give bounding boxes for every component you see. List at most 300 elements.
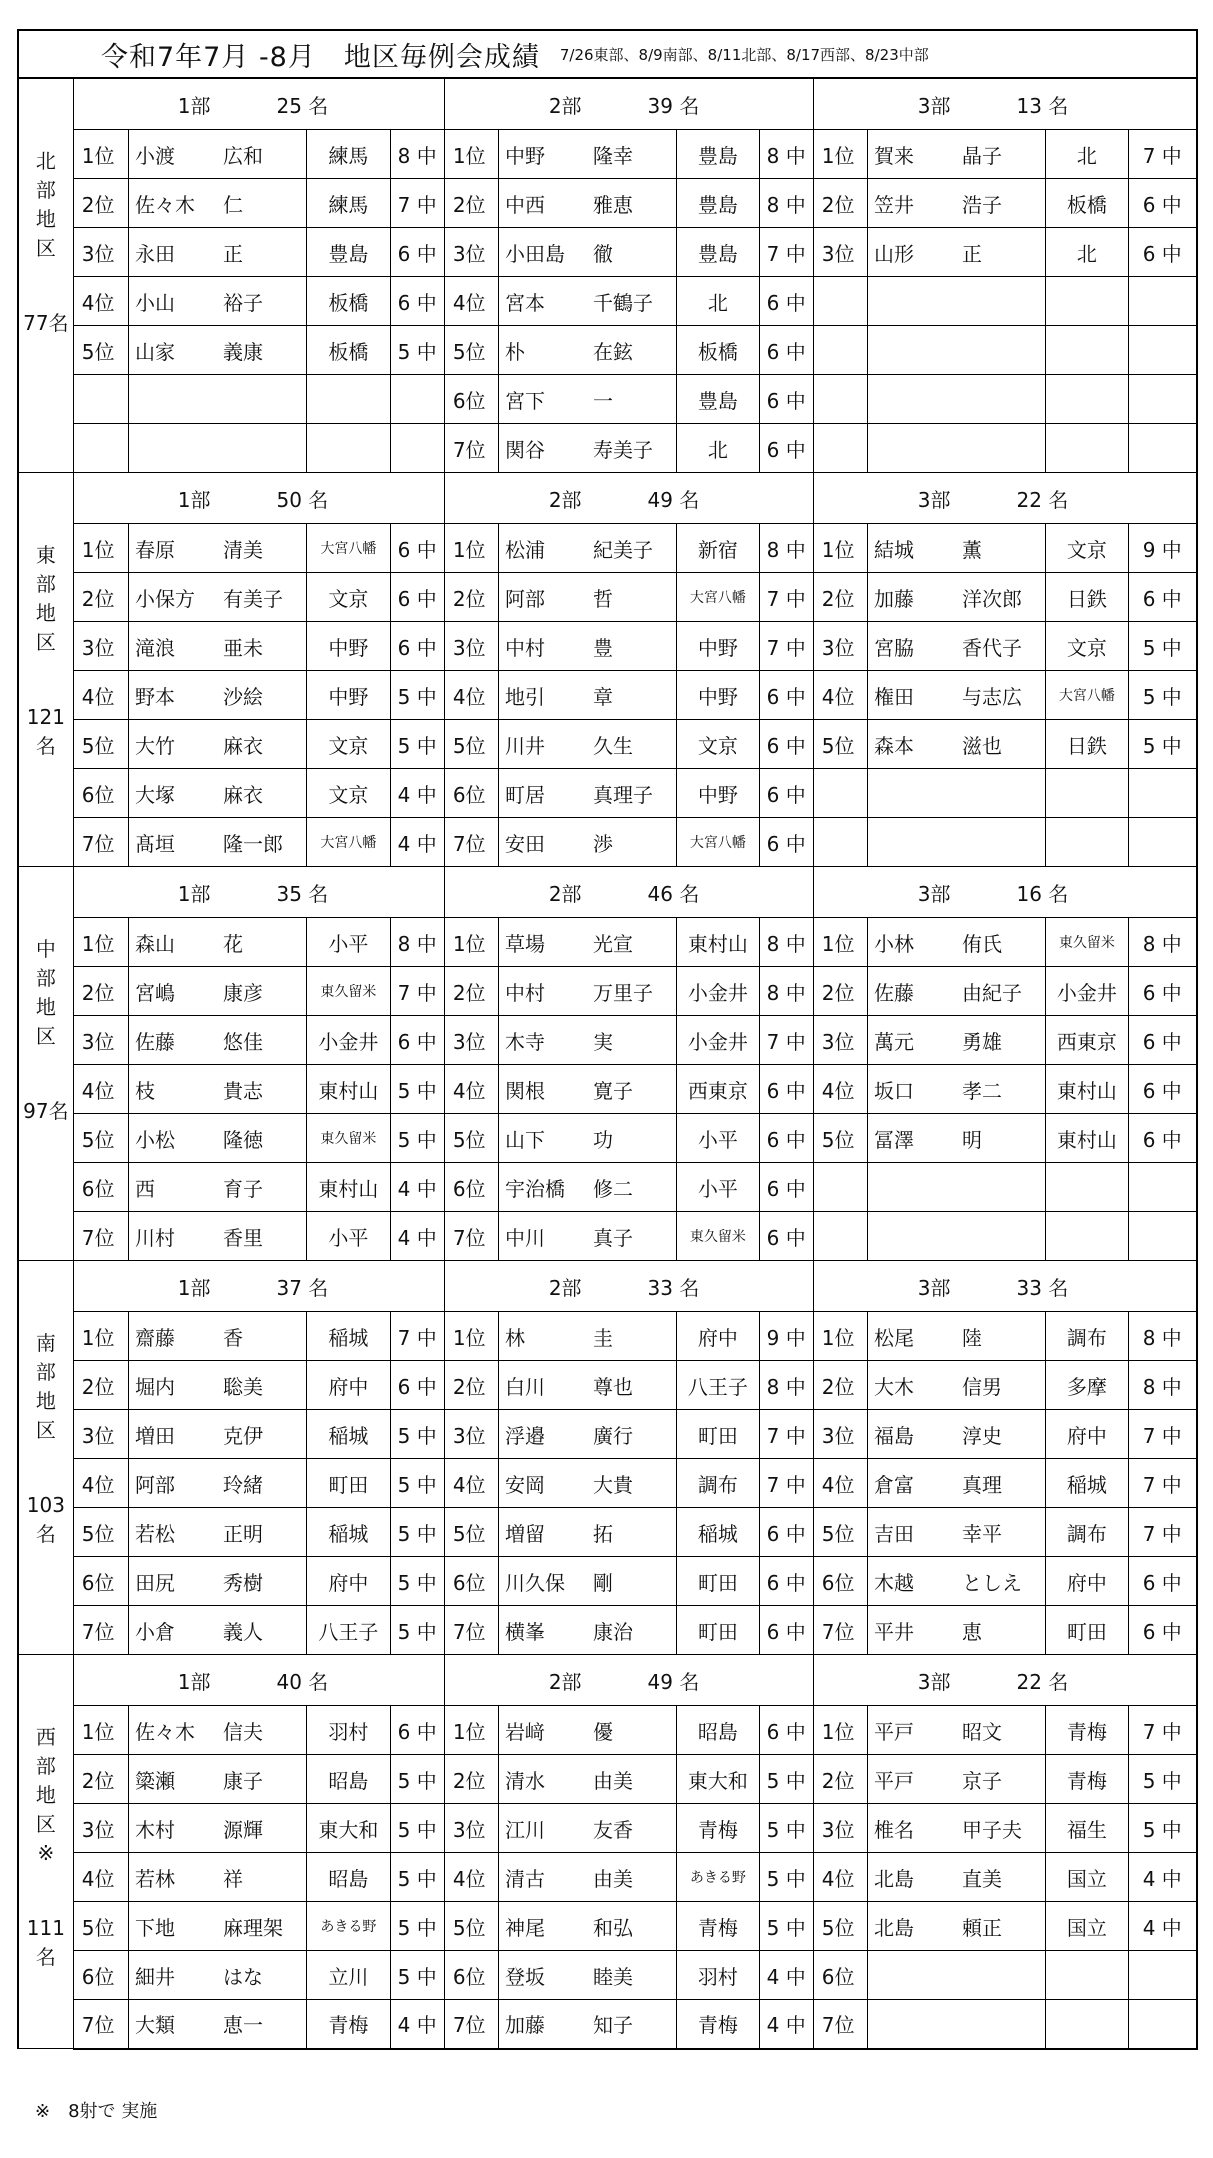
- hits-cell: [1128, 1163, 1197, 1212]
- club-cell: 小平: [307, 918, 390, 967]
- hits-cell: 6 中: [1128, 1557, 1197, 1606]
- rank-cell: 6位: [813, 1557, 867, 1606]
- surname: 佐々木: [134, 192, 195, 217]
- club-cell: あきる野: [307, 1902, 390, 1951]
- given-name: 由美: [593, 1866, 633, 1891]
- club-cell: [1046, 1212, 1128, 1261]
- club-cell: 調布: [677, 1459, 759, 1508]
- club-cell: 小金井: [677, 1016, 759, 1065]
- rank-cell: 5位: [73, 1902, 128, 1951]
- hits-cell: 6 中: [759, 1065, 813, 1114]
- result-row: [18, 622, 1197, 671]
- club-cell: 青梅: [677, 1902, 759, 1951]
- name-cell: [867, 1557, 1045, 1606]
- given-name: 麻衣: [222, 733, 263, 758]
- result-row: [18, 1557, 1197, 1606]
- club-cell: 大宮八幡: [677, 573, 759, 622]
- rank-cell: 4位: [73, 277, 128, 326]
- division-header: [813, 1261, 1197, 1312]
- rank-cell: 3位: [813, 1804, 867, 1853]
- rank-cell: 6位: [73, 1163, 128, 1212]
- result-row: [18, 1853, 1197, 1902]
- hits-cell: 5 中: [390, 1065, 444, 1114]
- club-cell: 北: [677, 277, 759, 326]
- club-cell: 東久留米: [1046, 918, 1128, 967]
- surname: 中野: [505, 143, 545, 168]
- name-cell: [499, 179, 677, 228]
- name-cell: [128, 524, 306, 573]
- division-header: [813, 1655, 1197, 1706]
- given-name: 正明: [222, 1521, 263, 1546]
- club-cell: 昭島: [677, 1706, 759, 1755]
- name-cell: [867, 1163, 1045, 1212]
- hits-cell: 6 中: [390, 1361, 444, 1410]
- hits-cell: 6 中: [759, 1706, 813, 1755]
- name-cell: [499, 1804, 677, 1853]
- club-cell: 町田: [677, 1557, 759, 1606]
- surname: 横峯: [505, 1619, 545, 1644]
- rank-cell: 4位: [73, 1459, 128, 1508]
- surname: 結城: [873, 537, 914, 562]
- rank-cell: 3位: [444, 1410, 498, 1459]
- division-header: [444, 1655, 813, 1706]
- club-cell: 小金井: [1046, 967, 1128, 1016]
- division-header: [73, 79, 444, 130]
- given-name: 隆一郎: [222, 831, 283, 856]
- rank-cell: 6位: [444, 375, 498, 424]
- surname: 平戸: [873, 1768, 914, 1793]
- name-cell: [128, 179, 306, 228]
- club-cell: 府中: [677, 1312, 759, 1361]
- club-cell: 新宿: [677, 524, 759, 573]
- surname: 神尾: [505, 1915, 545, 1940]
- result-row: [18, 1755, 1197, 1804]
- name-cell: [128, 1902, 306, 1951]
- surname: 大類: [134, 2013, 175, 2038]
- given-name: 隆幸: [593, 143, 633, 168]
- hits-cell: 7 中: [390, 179, 444, 228]
- given-name: 淳史: [961, 1423, 1002, 1448]
- hits-cell: 6 中: [390, 1706, 444, 1755]
- division-header: [444, 79, 813, 130]
- given-name: 仁: [222, 192, 243, 217]
- club-cell: 板橋: [307, 326, 390, 375]
- result-row: [18, 1163, 1197, 1212]
- hits-cell: 6 中: [759, 1212, 813, 1261]
- given-name: 真子: [593, 1225, 633, 1250]
- rank-cell: 5位: [444, 720, 498, 769]
- surname: 安岡: [505, 1472, 545, 1497]
- name-cell: [867, 228, 1045, 277]
- name-cell: [867, 1312, 1045, 1361]
- surname: 佐藤: [134, 1029, 175, 1054]
- given-name: 友香: [593, 1817, 633, 1842]
- given-name: 豊: [593, 635, 613, 660]
- given-name: 徹: [593, 241, 613, 266]
- hits-cell: 4 中: [390, 769, 444, 818]
- name-cell: [128, 1804, 306, 1853]
- result-row: [18, 1804, 1197, 1853]
- name-cell: [128, 424, 306, 473]
- name-cell: [867, 1706, 1045, 1755]
- rank-cell: 2位: [73, 1361, 128, 1410]
- hits-cell: 6 中: [1128, 1114, 1197, 1163]
- hits-cell: 5 中: [1128, 671, 1197, 720]
- surname: 北島: [873, 1915, 914, 1940]
- hits-cell: 5 中: [390, 1508, 444, 1557]
- division-label: 3部: [917, 487, 951, 512]
- name-cell: [867, 2000, 1045, 2049]
- club-cell: 府中: [1046, 1557, 1128, 1606]
- given-name: 玲緒: [222, 1472, 263, 1497]
- given-name: 正: [222, 241, 243, 266]
- district-name-cell: [18, 473, 73, 867]
- surname: 平戸: [873, 1719, 914, 1744]
- hits-cell: 5 中: [1128, 720, 1197, 769]
- surname: 川井: [505, 733, 545, 758]
- name-cell: [867, 1508, 1045, 1557]
- result-row: [18, 130, 1197, 179]
- hits-cell: 8 中: [759, 524, 813, 573]
- club-cell: 北: [1046, 228, 1128, 277]
- rank-cell: 5位: [813, 1902, 867, 1951]
- name-cell: [499, 375, 677, 424]
- rank-cell: 4位: [813, 1459, 867, 1508]
- division-header: [813, 473, 1197, 524]
- hits-cell: 4 中: [390, 1212, 444, 1261]
- division-count: 49 名: [647, 487, 700, 512]
- district-name: 西部地区※: [35, 1725, 56, 1865]
- given-name: 康治: [593, 1619, 633, 1644]
- given-name: 信夫: [222, 1719, 263, 1744]
- club-cell: 町田: [307, 1459, 390, 1508]
- rank-cell: 5位: [813, 1114, 867, 1163]
- name-cell: [128, 1410, 306, 1459]
- hits-cell: 5 中: [390, 1951, 444, 2000]
- division-header: [813, 867, 1197, 918]
- surname: 小松: [134, 1127, 175, 1152]
- surname: 林: [505, 1325, 525, 1350]
- club-cell: 板橋: [307, 277, 390, 326]
- given-name: としえ: [961, 1570, 1022, 1595]
- name-cell: [128, 375, 306, 424]
- club-cell: 町田: [677, 1410, 759, 1459]
- given-name: 裕子: [222, 290, 263, 315]
- given-name: 香里: [222, 1225, 263, 1250]
- rank-cell: 5位: [813, 720, 867, 769]
- surname: 清水: [505, 1768, 545, 1793]
- rank-cell: 3位: [73, 622, 128, 671]
- surname: 宮下: [505, 388, 545, 413]
- club-cell: 西東京: [677, 1065, 759, 1114]
- club-cell: 稲城: [307, 1508, 390, 1557]
- district-header-row: [18, 1261, 1197, 1312]
- hits-cell: [1128, 1212, 1197, 1261]
- club-cell: [1046, 375, 1128, 424]
- club-cell: 町田: [1046, 1606, 1128, 1655]
- rank-cell: 7位: [813, 1606, 867, 1655]
- given-name: 清美: [222, 537, 263, 562]
- given-name: 真理子: [593, 782, 653, 807]
- rank-cell: 1位: [813, 1312, 867, 1361]
- club-cell: 小平: [677, 1114, 759, 1163]
- name-cell: [499, 1951, 677, 2000]
- surname: 野本: [134, 684, 175, 709]
- surname: 倉富: [873, 1472, 914, 1497]
- surname: 山家: [134, 339, 175, 364]
- rank-cell: 6位: [444, 1951, 498, 2000]
- surname: 松尾: [873, 1325, 914, 1350]
- result-row: [18, 1361, 1197, 1410]
- surname: 木村: [134, 1817, 175, 1842]
- hits-cell: 5 中: [1128, 1804, 1197, 1853]
- club-cell: [1046, 277, 1128, 326]
- club-cell: 文京: [1046, 524, 1128, 573]
- given-name: 義人: [222, 1619, 263, 1644]
- hits-cell: 8 中: [390, 918, 444, 967]
- rank-cell: 4位: [73, 671, 128, 720]
- given-name: 知子: [593, 2013, 633, 2038]
- surname: 小倉: [134, 1619, 175, 1644]
- surname: 坂口: [873, 1078, 914, 1103]
- name-cell: [499, 967, 677, 1016]
- name-cell: [499, 524, 677, 573]
- name-cell: [128, 1606, 306, 1655]
- rank-cell: 5位: [73, 326, 128, 375]
- hits-cell: 6 中: [759, 375, 813, 424]
- division-label: 3部: [917, 93, 951, 118]
- hits-cell: 6 中: [759, 326, 813, 375]
- given-name: 恵一: [222, 2013, 263, 2038]
- rank-cell: 4位: [444, 1065, 498, 1114]
- hits-cell: 9 中: [759, 1312, 813, 1361]
- club-cell: 東久留米: [677, 1212, 759, 1261]
- rank-cell: 2位: [813, 573, 867, 622]
- rank-cell: 1位: [444, 524, 498, 573]
- given-name: 幸平: [961, 1521, 1002, 1546]
- division-count: 16 名: [1016, 881, 1069, 906]
- club-cell: 稲城: [1046, 1459, 1128, 1508]
- hits-cell: 8 中: [759, 1361, 813, 1410]
- surname: 木越: [873, 1570, 914, 1595]
- name-cell: [499, 1114, 677, 1163]
- name-cell: [867, 671, 1045, 720]
- rank-cell: 4位: [73, 1065, 128, 1114]
- division-count: 22 名: [1016, 1669, 1069, 1694]
- surname: 町居: [505, 782, 545, 807]
- results-sheet: [17, 29, 1198, 2050]
- hits-cell: 7 中: [1128, 1410, 1197, 1459]
- hits-cell: [390, 375, 444, 424]
- given-name: 香代子: [961, 635, 1022, 660]
- given-name: 直美: [961, 1866, 1002, 1891]
- hits-cell: [1128, 277, 1197, 326]
- given-name: 久生: [593, 733, 633, 758]
- hits-cell: 7 中: [759, 1410, 813, 1459]
- surname: 若林: [134, 1866, 175, 1891]
- result-row: [18, 671, 1197, 720]
- name-cell: [499, 671, 677, 720]
- club-cell: 北: [677, 424, 759, 473]
- club-cell: 文京: [1046, 622, 1128, 671]
- division-count: 25 名: [276, 93, 329, 118]
- schedule-note: 7/26東部、8/9南部、8/11北部、8/17西部、8/23中部: [559, 45, 929, 64]
- hits-cell: 7 中: [759, 622, 813, 671]
- given-name: 克伊: [222, 1423, 263, 1448]
- name-cell: [128, 1163, 306, 1212]
- name-cell: [867, 1212, 1045, 1261]
- name-cell: [867, 818, 1045, 867]
- rank-cell: 3位: [444, 1804, 498, 1853]
- division-label: 2部: [548, 1275, 582, 1300]
- club-cell: 文京: [307, 720, 390, 769]
- club-cell: 東村山: [307, 1163, 390, 1212]
- result-row: [18, 179, 1197, 228]
- division-count: 35 名: [276, 881, 329, 906]
- district-name: 東部地区: [35, 543, 56, 654]
- surname: 加藤: [505, 2013, 545, 2038]
- surname: 権田: [873, 684, 914, 709]
- club-cell: [307, 375, 390, 424]
- given-name: 京子: [961, 1768, 1002, 1793]
- surname: 阿部: [505, 586, 545, 611]
- division-label: 2部: [548, 1669, 582, 1694]
- club-cell: 豊島: [307, 228, 390, 277]
- hits-cell: 6 中: [1128, 967, 1197, 1016]
- name-cell: [499, 622, 677, 671]
- club-cell: 中野: [677, 671, 759, 720]
- division-header: [73, 1655, 444, 1706]
- rank-cell: 3位: [444, 1016, 498, 1065]
- rank-cell: 2位: [813, 1755, 867, 1804]
- rank-cell: 5位: [444, 326, 498, 375]
- club-cell: 昭島: [307, 1853, 390, 1902]
- hits-cell: 6 中: [759, 769, 813, 818]
- given-name: 哲: [593, 586, 613, 611]
- district-name-cell: [18, 79, 73, 473]
- club-cell: 東久留米: [307, 967, 390, 1016]
- result-row: [18, 720, 1197, 769]
- name-cell: [128, 1065, 306, 1114]
- club-cell: [1046, 424, 1128, 473]
- given-name: 優: [593, 1719, 613, 1744]
- given-name: 大貴: [593, 1472, 633, 1497]
- club-cell: 青梅: [1046, 1706, 1128, 1755]
- rank-cell: 2位: [444, 967, 498, 1016]
- division-label: 2部: [548, 93, 582, 118]
- given-name: 秀樹: [222, 1570, 263, 1595]
- district-name: 南部地区: [35, 1331, 56, 1442]
- division-header: [73, 473, 444, 524]
- rank-cell: 1位: [73, 1312, 128, 1361]
- hits-cell: 8 中: [390, 130, 444, 179]
- division-count: 40 名: [276, 1669, 329, 1694]
- club-cell: 稲城: [307, 1410, 390, 1459]
- division-label: 1部: [177, 1275, 211, 1300]
- given-name: 剛: [593, 1570, 613, 1595]
- given-name: 一: [593, 388, 613, 413]
- rank-cell: 4位: [813, 671, 867, 720]
- division-count: 49 名: [647, 1669, 700, 1694]
- name-cell: [128, 918, 306, 967]
- given-name: 頼正: [961, 1915, 1002, 1940]
- division-label: 3部: [917, 881, 951, 906]
- name-cell: [128, 1755, 306, 1804]
- hits-cell: 7 中: [1128, 1508, 1197, 1557]
- name-cell: [867, 622, 1045, 671]
- rank-cell: 3位: [73, 1410, 128, 1459]
- club-cell: [1046, 769, 1128, 818]
- surname: 平井: [873, 1619, 914, 1644]
- surname: 川村: [134, 1225, 175, 1250]
- rank-cell: 3位: [73, 1016, 128, 1065]
- name-cell: [128, 1114, 306, 1163]
- rank-cell: 3位: [813, 228, 867, 277]
- division-header: [444, 867, 813, 918]
- name-cell: [867, 1755, 1045, 1804]
- rank-cell: 7位: [73, 2000, 128, 2049]
- surname: 江川: [505, 1817, 545, 1842]
- district-name-cell: [18, 867, 73, 1261]
- club-cell: 青梅: [307, 2000, 390, 2049]
- rank-cell: [813, 1163, 867, 1212]
- name-cell: [128, 818, 306, 867]
- name-cell: [867, 1016, 1045, 1065]
- club-cell: 東村山: [307, 1065, 390, 1114]
- hits-cell: 5 中: [390, 1804, 444, 1853]
- rank-cell: 1位: [444, 130, 498, 179]
- division-header: [73, 867, 444, 918]
- surname: 小渡: [134, 143, 175, 168]
- club-cell: 豊島: [677, 375, 759, 424]
- hits-cell: 6 中: [759, 277, 813, 326]
- hits-cell: 5 中: [759, 1853, 813, 1902]
- results-table: [17, 78, 1198, 2050]
- hits-cell: [1128, 2000, 1197, 2049]
- rank-cell: 2位: [73, 573, 128, 622]
- surname: 関根: [505, 1078, 545, 1103]
- surname: 滝浪: [134, 635, 175, 660]
- hits-cell: 7 中: [390, 967, 444, 1016]
- hits-cell: 5 中: [759, 1804, 813, 1853]
- name-cell: [867, 1951, 1045, 2000]
- name-cell: [128, 622, 306, 671]
- given-name: 香: [222, 1325, 243, 1350]
- given-name: 薫: [961, 537, 982, 562]
- name-cell: [128, 1312, 306, 1361]
- result-row: [18, 573, 1197, 622]
- given-name: 恵: [961, 1619, 982, 1644]
- given-name: 滋也: [961, 733, 1002, 758]
- surname: 中西: [505, 192, 545, 217]
- club-cell: 東久留米: [307, 1114, 390, 1163]
- rank-cell: 6位: [73, 1557, 128, 1606]
- rank-cell: 4位: [73, 1853, 128, 1902]
- club-cell: 調布: [1046, 1312, 1128, 1361]
- hits-cell: 4 中: [759, 2000, 813, 2049]
- name-cell: [128, 1557, 306, 1606]
- rank-cell: 7位: [444, 818, 498, 867]
- division-count: 50 名: [276, 487, 329, 512]
- given-name: 隆徳: [222, 1127, 263, 1152]
- footnote: ※ 8射で 実施: [35, 2101, 158, 2122]
- club-cell: 文京: [307, 769, 390, 818]
- result-row: [18, 1016, 1197, 1065]
- division-header: [73, 1261, 444, 1312]
- name-cell: [128, 573, 306, 622]
- rank-cell: 6位: [73, 769, 128, 818]
- hits-cell: 5 中: [390, 671, 444, 720]
